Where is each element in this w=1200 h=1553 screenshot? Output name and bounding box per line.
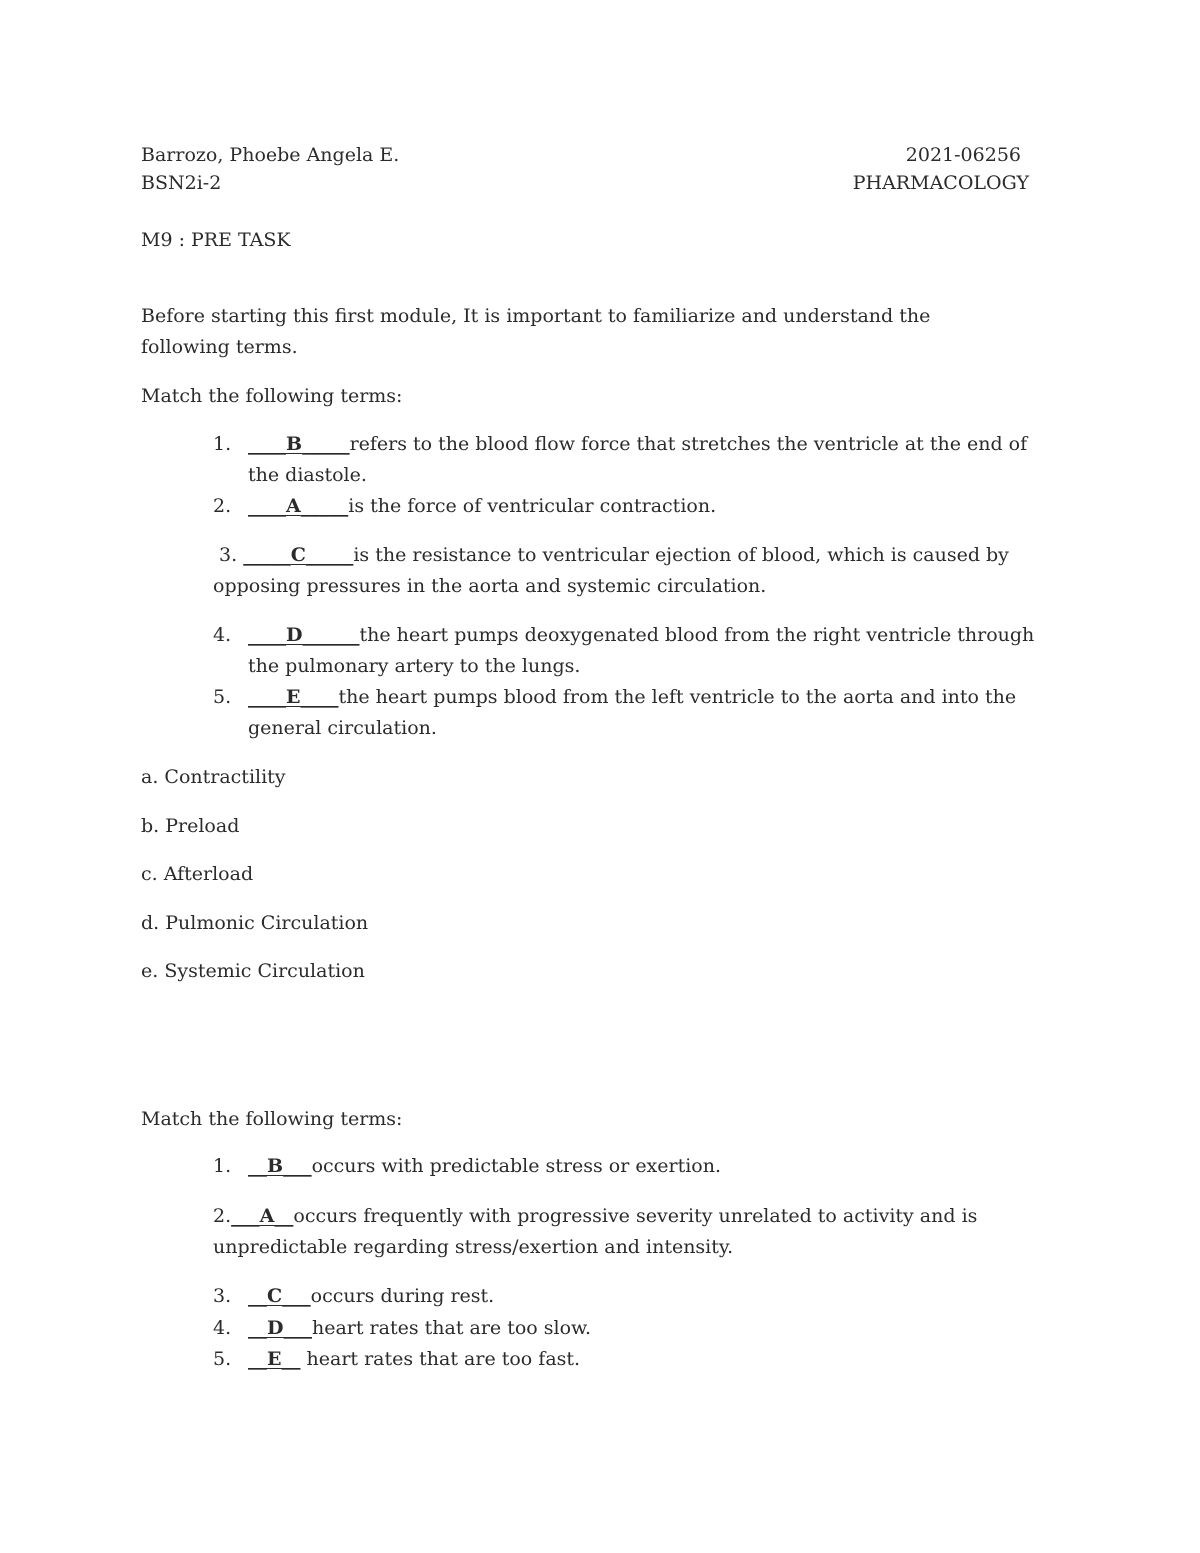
blank-pre: ____	[248, 433, 286, 455]
answer: E	[267, 1348, 282, 1370]
item-text: the heart pumps blood from the left ventricle to the aorta and into the general circulation.	[248, 686, 1017, 739]
item-number: 5.	[213, 1348, 232, 1370]
item-number: 3.	[219, 544, 238, 566]
blank-pre: __	[248, 1348, 267, 1370]
blank-pre: ____	[248, 624, 286, 646]
blank-post: __	[281, 1348, 301, 1370]
answer: B	[286, 433, 303, 455]
item-number: 1.	[213, 433, 232, 455]
choice-d: d. Pulmonic Circulation	[141, 912, 369, 934]
item-text: refers to the blood flow force that stretches the ventricle at the end of the diastole.	[248, 433, 1028, 486]
part1-item-5	[213, 682, 1033, 744]
blank-post: __	[274, 1205, 294, 1227]
part2-item-1	[213, 1151, 1073, 1182]
item-text: heart rates that are too fast.	[300, 1348, 581, 1370]
blank-pre: ____	[248, 495, 286, 517]
part1-item-2	[213, 491, 1073, 522]
blank-pre: __	[248, 1317, 267, 1339]
blank-post: ___	[283, 1317, 312, 1339]
part2-item-3	[213, 1281, 1073, 1312]
blank-post: _____	[305, 544, 354, 566]
blank-pre: _____	[243, 544, 291, 566]
blank-post: ___	[283, 1155, 312, 1177]
choice-e: e. Systemic Circulation	[141, 960, 365, 982]
choice-a: a. Contractility	[141, 766, 286, 788]
item-number: 4.	[213, 1317, 232, 1339]
choice-b: b. Preload	[141, 815, 240, 837]
student-name: Barrozo, Phoebe Angela E.	[141, 144, 400, 166]
item-text: is the force of ventricular contraction.	[348, 495, 717, 517]
item-number: 2.	[213, 1205, 232, 1227]
part1-item-4	[213, 620, 1053, 682]
blank-post: _____	[300, 495, 349, 517]
item-number: 2.	[213, 495, 232, 517]
part1-item-1	[213, 429, 1063, 491]
part1-item-3	[213, 540, 1033, 602]
answer: E	[286, 686, 301, 708]
item-number: 4.	[213, 624, 232, 646]
intro-paragraph: Before starting this first module, It is important to familiarize and understand the following terms.	[141, 305, 931, 358]
answer: A	[286, 495, 301, 517]
blank-post: _____	[302, 433, 350, 455]
item-number: 5.	[213, 686, 232, 708]
student-id: 2021-06256	[905, 144, 1021, 166]
answer: B	[267, 1155, 284, 1177]
blank-post: ___	[282, 1285, 311, 1307]
part1-instruction: Match the following terms:	[141, 385, 403, 407]
module-title: M9 : PRE TASK	[141, 229, 291, 251]
part2-item-2	[213, 1201, 993, 1263]
part2-item-4	[213, 1313, 1073, 1344]
section: BSN2i-2	[141, 172, 222, 194]
blank-pre: __	[248, 1285, 267, 1307]
blank-post: ____	[300, 686, 339, 708]
answer: D	[267, 1317, 284, 1339]
choice-c: c. Afterload	[141, 863, 254, 885]
item-text: heart rates that are too slow.	[311, 1317, 592, 1339]
item-number: 1.	[213, 1155, 232, 1177]
part2-instruction: Match the following terms:	[141, 1108, 403, 1130]
item-text: is the resistance to ventricular ejection of blood, which is caused by opposing pressures in the aorta and systemic circulation.	[213, 544, 1009, 597]
answer: A	[259, 1205, 275, 1227]
item-number: 3.	[213, 1285, 232, 1307]
item-text: occurs during rest.	[310, 1285, 495, 1307]
item-text: the heart pumps deoxygenated blood from the right ventricle through the pulmonary artery to the lungs.	[248, 624, 1035, 677]
item-text: occurs frequently with progressive severity unrelated to activity and is unpredictable regarding stress/exertion and intensity.	[213, 1205, 978, 1258]
blank-pre: ___	[231, 1205, 260, 1227]
blank-pre: __	[248, 1155, 267, 1177]
blank-pre: ____	[248, 686, 286, 708]
answer: D	[286, 624, 303, 646]
subject: PHARMACOLOGY	[852, 172, 1029, 194]
blank-post: ______	[302, 624, 360, 646]
answer: C	[290, 544, 306, 566]
part2-item-5	[213, 1344, 1073, 1375]
item-text: occurs with predictable stress or exertion.	[311, 1155, 722, 1177]
answer: C	[267, 1285, 283, 1307]
